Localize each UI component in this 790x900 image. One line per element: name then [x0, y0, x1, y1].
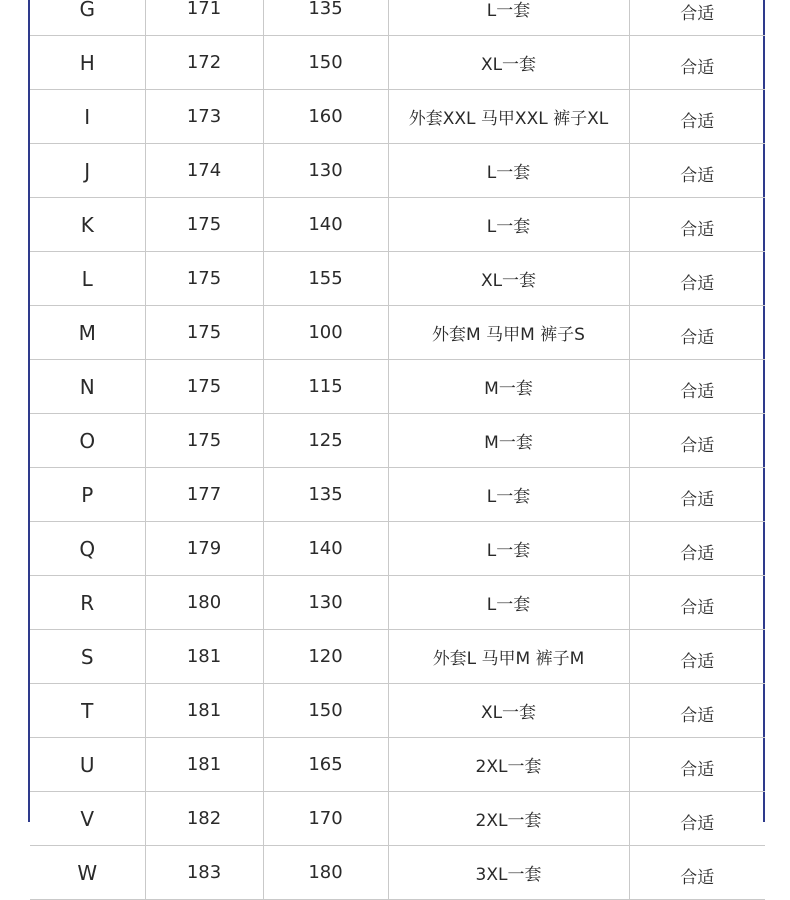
cell-weight: 180 [263, 846, 388, 900]
cell-weight: 160 [263, 90, 388, 144]
table-row [30, 306, 765, 360]
table-body [30, 0, 765, 900]
cell-weight: 120 [263, 630, 388, 684]
cell-size: 外套L 马甲M 裤子M [388, 630, 629, 684]
cell-size: 2XL一套 [388, 792, 629, 846]
cell-height: 171 [145, 0, 263, 36]
cell-person: U [30, 738, 145, 792]
cell-person: S [30, 630, 145, 684]
table-row [30, 36, 765, 90]
cell-height: 181 [145, 684, 263, 738]
cell-person: V [30, 792, 145, 846]
cell-fit: 合适 [629, 0, 765, 36]
cell-size: XL一套 [388, 36, 629, 90]
table-row [30, 252, 765, 306]
cell-size: M一套 [388, 360, 629, 414]
cell-height: 175 [145, 360, 263, 414]
cell-weight: 135 [263, 0, 388, 36]
cell-size: 外套XXL 马甲XXL 裤子XL [388, 90, 629, 144]
cell-height: 182 [145, 792, 263, 846]
cell-person: H [30, 36, 145, 90]
cell-size: 外套M 马甲M 裤子S [388, 306, 629, 360]
cell-person: P [30, 468, 145, 522]
cell-person: L [30, 252, 145, 306]
cell-weight: 100 [263, 306, 388, 360]
cell-weight: 130 [263, 576, 388, 630]
cell-fit: 合适 [629, 414, 765, 468]
cell-weight: 170 [263, 792, 388, 846]
cell-fit: 合适 [629, 198, 765, 252]
cell-size: XL一套 [388, 684, 629, 738]
cell-height: 179 [145, 522, 263, 576]
cell-size: 2XL一套 [388, 738, 629, 792]
cell-size: L一套 [388, 0, 629, 36]
cell-height: 183 [145, 846, 263, 900]
cell-height: 175 [145, 414, 263, 468]
cell-fit: 合适 [629, 36, 765, 90]
cell-fit: 合适 [629, 630, 765, 684]
cell-size: L一套 [388, 576, 629, 630]
size-reference-table [28, 0, 765, 888]
cell-fit: 合适 [629, 90, 765, 144]
table-row [30, 738, 765, 792]
table-row [30, 468, 765, 522]
cell-weight: 150 [263, 684, 388, 738]
cell-weight: 125 [263, 414, 388, 468]
cell-person: R [30, 576, 145, 630]
cell-fit: 合适 [629, 468, 765, 522]
cell-height: 181 [145, 738, 263, 792]
cell-weight: 140 [263, 198, 388, 252]
table-row [30, 0, 765, 36]
cell-fit: 合适 [629, 684, 765, 738]
cell-fit: 合适 [629, 306, 765, 360]
cell-person: J [30, 144, 145, 198]
cell-person: K [30, 198, 145, 252]
cell-person: M [30, 306, 145, 360]
cell-height: 177 [145, 468, 263, 522]
cell-height: 180 [145, 576, 263, 630]
cell-weight: 135 [263, 468, 388, 522]
table-row [30, 630, 765, 684]
cell-weight: 155 [263, 252, 388, 306]
table-row [30, 576, 765, 630]
cell-weight: 130 [263, 144, 388, 198]
table-row [30, 522, 765, 576]
cell-person: I [30, 90, 145, 144]
cell-person: G [30, 0, 145, 36]
cell-height: 175 [145, 252, 263, 306]
cell-weight: 140 [263, 522, 388, 576]
cell-fit: 合适 [629, 576, 765, 630]
table-row [30, 792, 765, 846]
cell-person: N [30, 360, 145, 414]
cell-size: L一套 [388, 144, 629, 198]
cell-fit: 合适 [629, 738, 765, 792]
cell-fit: 合适 [629, 360, 765, 414]
cell-height: 172 [145, 36, 263, 90]
table-row [30, 144, 765, 198]
size-table [30, 0, 765, 900]
cell-person: Q [30, 522, 145, 576]
cell-size: L一套 [388, 522, 629, 576]
cell-height: 173 [145, 90, 263, 144]
cell-person: O [30, 414, 145, 468]
table-row [30, 846, 765, 900]
cell-size: 3XL一套 [388, 846, 629, 900]
table-row [30, 684, 765, 738]
cell-weight: 115 [263, 360, 388, 414]
table-row [30, 414, 765, 468]
cell-person: W [30, 846, 145, 900]
cell-height: 175 [145, 306, 263, 360]
cell-fit: 合适 [629, 792, 765, 846]
cell-fit: 合适 [629, 846, 765, 900]
cell-size: L一套 [388, 198, 629, 252]
cell-person: T [30, 684, 145, 738]
cell-fit: 合适 [629, 144, 765, 198]
table-row [30, 198, 765, 252]
cell-height: 175 [145, 198, 263, 252]
cell-size: M一套 [388, 414, 629, 468]
table-row [30, 360, 765, 414]
cell-height: 174 [145, 144, 263, 198]
cell-height: 181 [145, 630, 263, 684]
table-row [30, 90, 765, 144]
cell-fit: 合适 [629, 522, 765, 576]
cell-weight: 165 [263, 738, 388, 792]
cell-size: XL一套 [388, 252, 629, 306]
cell-fit: 合适 [629, 252, 765, 306]
cell-weight: 150 [263, 36, 388, 90]
cell-size: L一套 [388, 468, 629, 522]
